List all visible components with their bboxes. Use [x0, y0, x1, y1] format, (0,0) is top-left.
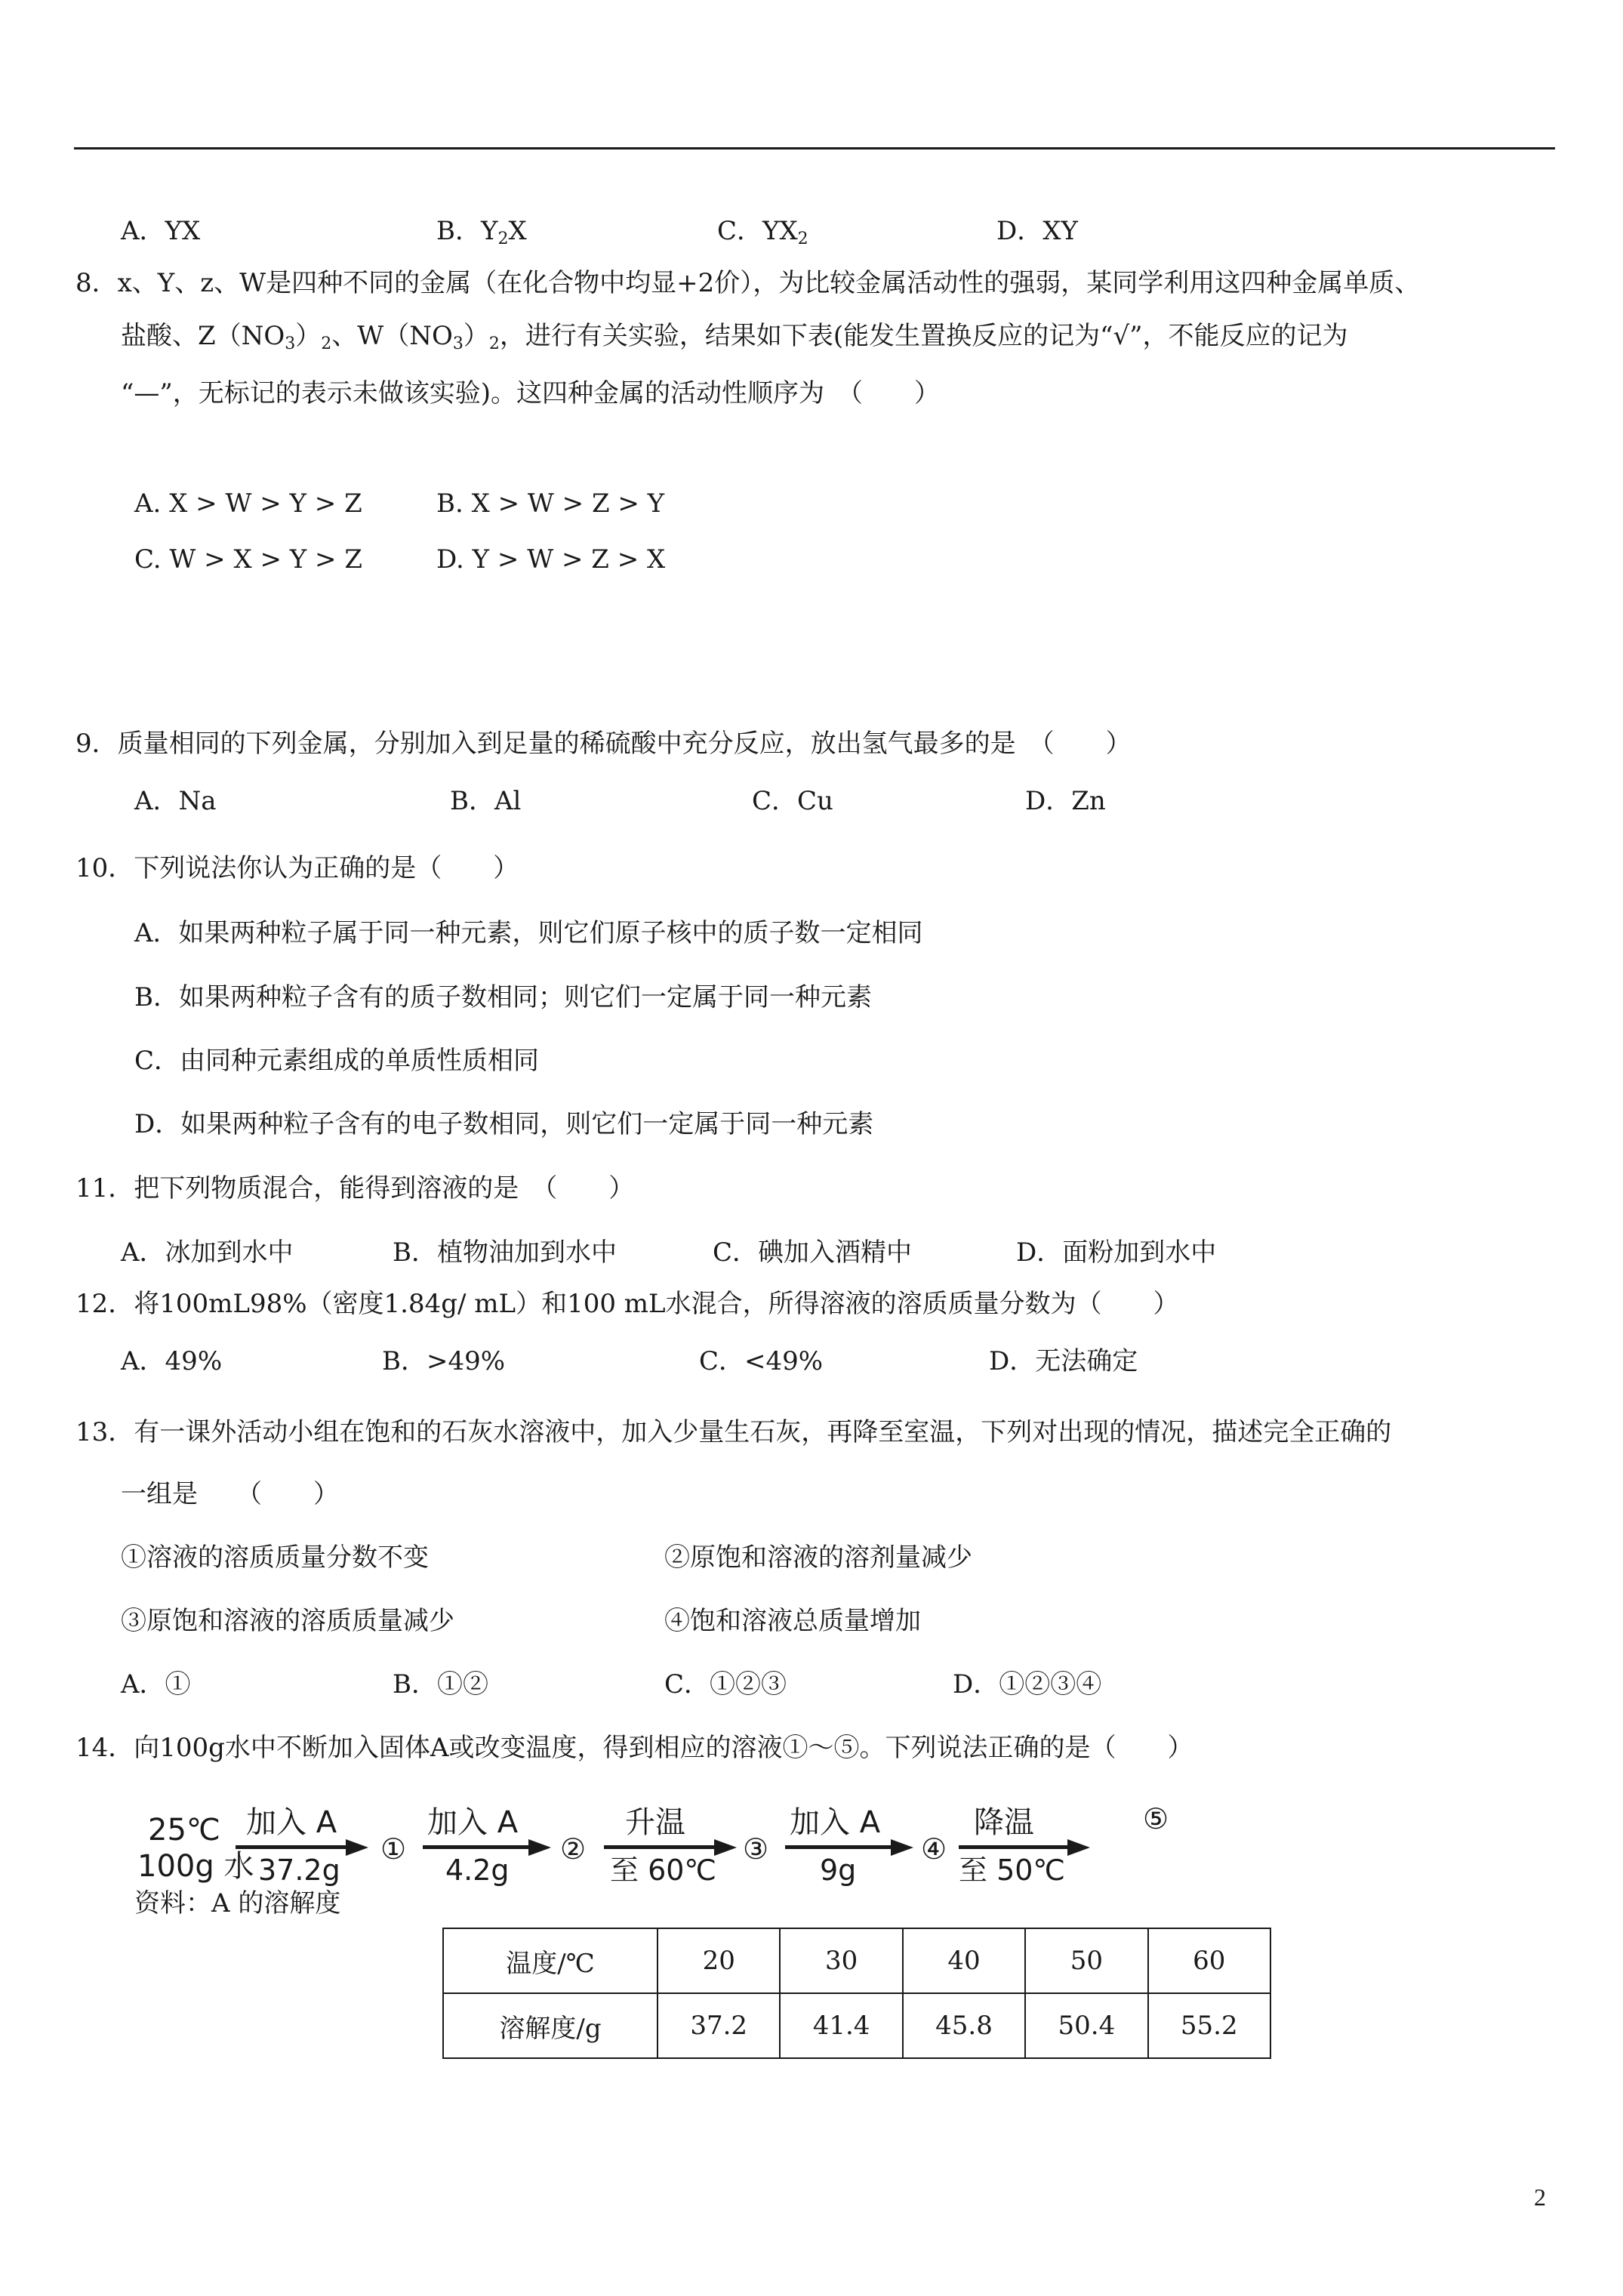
q14-info-label: 资料：A 的溶解度	[134, 1888, 341, 1918]
table-cell: 30	[780, 1928, 902, 1993]
q8-stem-line1: 8．x、Y、z、W是四种不同的金属（在化合物中均显+2价），为比较金属活动性的强弱，某同学利用这四种金属单质、	[75, 268, 1421, 298]
q13-option-a: A．①	[121, 1669, 191, 1700]
step1-arrow-line	[236, 1845, 349, 1849]
q10-option-a: A．如果两种粒子属于同一种元素，则它们原子核中的质子数一定相同	[134, 918, 923, 948]
q12-option-b: B．>49%	[382, 1346, 506, 1376]
q13-stem-line1: 13．有一课外活动小组在饱和的石灰水溶液中，加入少量生石灰，再降至室温，下列对出现的情况，描述完全正确的	[75, 1417, 1392, 1447]
solubility-table	[442, 1928, 1271, 2059]
step4-label: 加入 A	[790, 1805, 881, 1840]
step4-arrow-head	[891, 1839, 913, 1856]
start-water: 100g 水	[137, 1849, 254, 1884]
step1-label: 加入 A	[246, 1805, 337, 1840]
q9-option-c: C．Cu	[752, 786, 833, 816]
table-cell: 45.8	[903, 1993, 1025, 2058]
step2-amount: 4.2g	[445, 1854, 510, 1887]
q13-statement-4: ④饱和溶液总质量增加	[664, 1606, 921, 1636]
q11-option-d: D．面粉加到水中	[1016, 1237, 1217, 1268]
q11-option-b: B．植物油加到水中	[393, 1237, 617, 1268]
table-header-solubility: 溶解度/g	[443, 1993, 658, 2058]
q10-stem: 10．下列说法你认为正确的是（ ）	[75, 853, 519, 883]
step5-condition: 至 50℃	[959, 1854, 1066, 1887]
q10-option-d: D．如果两种粒子含有的电子数相同，则它们一定属于同一种元素	[134, 1109, 874, 1139]
start-temperature: 25℃	[148, 1813, 220, 1848]
q8-option-a: A. X > W > Y > Z	[134, 488, 362, 519]
q12-option-d: D．无法确定	[989, 1346, 1138, 1376]
q11-stem: 11．把下列物质混合，能得到溶液的是 （ ）	[75, 1173, 635, 1203]
q10-option-b: B．如果两种粒子含有的质子数相同；则它们一定属于同一种元素	[134, 982, 872, 1012]
step4-arrow-line	[785, 1845, 894, 1849]
solution-4-marker: ④	[921, 1832, 947, 1866]
solution-1-marker: ①	[380, 1832, 407, 1866]
step3-arrow-head	[714, 1839, 737, 1856]
page-number: 2	[1534, 2184, 1546, 2211]
q11-option-c: C．碘加入酒精中	[713, 1237, 913, 1268]
q7-option-d: D．XY	[996, 216, 1078, 246]
q13-stem-line2: 一组是 （ ）	[121, 1479, 339, 1509]
q8-stem-line2: 盐酸、$Z(NO_3)_2$、$W(NO_3)_2$，进行有关实验，结果如下表(能发生置换反应的记为“√”，不能反应的记为	[121, 321, 1348, 353]
q13-statement-2: ②原饱和溶液的溶剂量减少	[664, 1542, 972, 1573]
table-cell: 60	[1148, 1928, 1270, 1993]
q13-statement-1: ①溶液的溶质质量分数不变	[121, 1542, 429, 1573]
step3-label: 升温	[625, 1805, 685, 1840]
step2-label: 加入 A	[427, 1805, 519, 1840]
table-cell: 50	[1025, 1928, 1147, 1993]
solution-5-marker: ⑤	[1143, 1802, 1169, 1835]
table-row-temperature	[443, 1928, 1270, 1993]
table-header-temperature: 温度/℃	[443, 1928, 658, 1993]
q8-option-d: D. Y > W > Z > X	[436, 544, 666, 575]
table-cell: 40	[903, 1928, 1025, 1993]
q7-option-a: A．YX	[121, 216, 201, 246]
q8-option-c: C. W > X > Y > Z	[134, 544, 362, 575]
q9-stem: 9．质量相同的下列金属，分别加入到足量的稀硫酸中充分反应，放出氢气最多的是 （ ）	[75, 729, 1132, 759]
q13-option-d: D．①②③④	[953, 1669, 1102, 1700]
step4-amount: 9g	[820, 1854, 857, 1887]
q11-option-a: A．冰加到水中	[121, 1237, 294, 1268]
q12-option-c: C．<49%	[699, 1346, 824, 1376]
step5-arrow-head	[1067, 1839, 1090, 1856]
table-cell: 20	[658, 1928, 780, 1993]
step2-arrow-head	[528, 1839, 551, 1856]
table-cell: 41.4	[780, 1993, 902, 2058]
step1-amount: 37.2g	[258, 1854, 340, 1887]
header-rule	[74, 147, 1555, 149]
table-cell: 37.2	[658, 1993, 780, 2058]
q10-option-c: C．由同种元素组成的单质性质相同	[134, 1046, 540, 1076]
step2-arrow-line	[423, 1845, 531, 1849]
q13-option-c: C．①②③	[664, 1669, 787, 1700]
step5-label: 降温	[974, 1805, 1034, 1840]
table-cell: 50.4	[1025, 1993, 1147, 2058]
q13-option-b: B．①②	[393, 1669, 488, 1700]
q8-stem-line3: “—”，无标记的表示未做该实验)。这四种金属的活动性顺序为 （ ）	[121, 378, 941, 408]
q8-option-b: B. X > W > Z > Y	[436, 488, 665, 519]
q9-option-a: A．Na	[134, 786, 217, 816]
q9-option-d: D．Zn	[1025, 786, 1106, 816]
q7-option-b: B．$Y_2X$	[436, 216, 527, 248]
step1-arrow-head	[346, 1839, 368, 1856]
step3-arrow-line	[604, 1845, 717, 1849]
q12-option-a: A．49%	[121, 1346, 223, 1376]
step3-condition: 至 60℃	[610, 1854, 717, 1887]
q9-option-b: B．Al	[450, 786, 522, 816]
table-row-solubility	[443, 1993, 1270, 2058]
step5-arrow-line	[959, 1845, 1070, 1849]
solution-3-marker: ③	[743, 1832, 769, 1866]
solution-2-marker: ②	[560, 1832, 587, 1866]
q7-option-c: C．$YX_2$	[717, 216, 808, 248]
q12-stem: 12．将100mL98%（密度1.84g/ mL）和100 mL水混合，所得溶液的溶质质量分数为（ ）	[75, 1289, 1179, 1319]
q13-statement-3: ③原饱和溶液的溶质质量减少	[121, 1606, 454, 1636]
q14-stem: 14．向100g水中不断加入固体A或改变温度，得到相应的溶液①～⑤。下列说法正确的是（ ）	[75, 1733, 1193, 1763]
table-cell: 55.2	[1148, 1993, 1270, 2058]
